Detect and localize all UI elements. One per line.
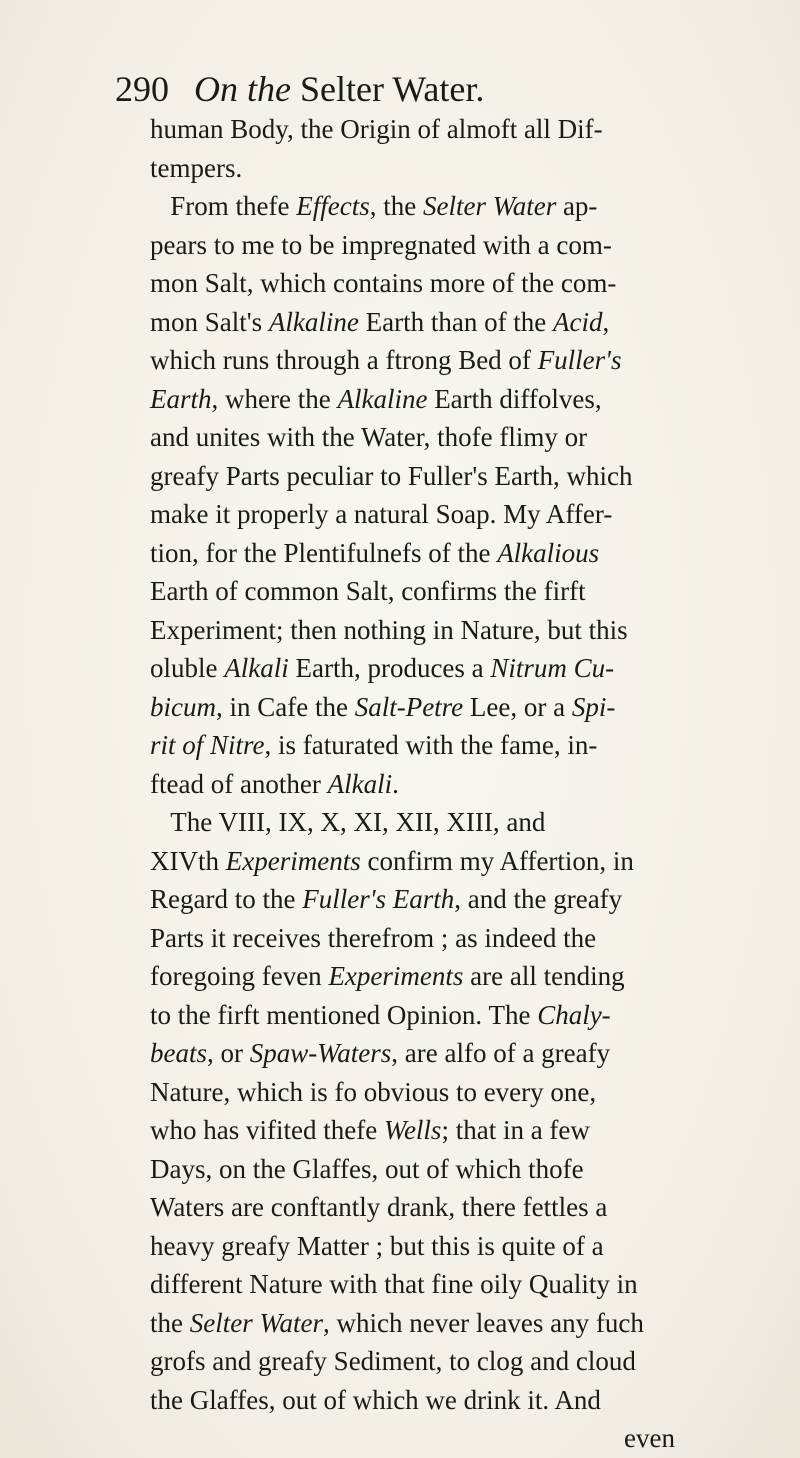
- text-fragment: From thefe: [150, 191, 297, 221]
- text-fragment: oluble: [150, 653, 225, 683]
- text-line: [150, 957, 675, 996]
- text-fragment: , are alfo of a greafy: [391, 1038, 611, 1068]
- italic-text: Fuller's Earth: [302, 884, 455, 914]
- text-fragment: heavy greafy Matter ; but this is quite of a: [150, 1230, 604, 1261]
- italic-text: beats: [150, 1038, 207, 1068]
- text-fragment: Earth than of the: [358, 306, 554, 337]
- italic-text: rit of Nitre: [150, 730, 265, 760]
- text-fragment: Earth diffolves,: [427, 383, 602, 414]
- italic-text: Spi-: [571, 691, 616, 722]
- text-line: [150, 187, 675, 226]
- text-fragment: who has vifited thefe: [150, 1115, 384, 1145]
- text-line: [150, 1150, 675, 1189]
- text-fragment: , and the greafy: [454, 884, 623, 914]
- text-fragment: grofs and greafy Sediment, to clog and cloud: [150, 1346, 636, 1376]
- italic-text: Selter Water: [189, 1307, 323, 1338]
- italic-text: Alkalious: [497, 537, 600, 568]
- text-line: [150, 534, 675, 573]
- text-fragment: , is faturated with the fame, in-: [264, 730, 598, 760]
- italic-text: Spaw-Waters: [249, 1038, 392, 1068]
- text-fragment: Lee, or a: [463, 691, 572, 722]
- italic-text: Fuller's: [537, 345, 622, 375]
- text-line: [150, 1111, 675, 1150]
- text-fragment: Waters are conftantly drank, there fettles a: [150, 1192, 608, 1222]
- text-fragment: Parts it receives therefrom ; as indeed the: [150, 922, 597, 953]
- italic-text: Selter Water: [422, 191, 557, 221]
- text-fragment: the: [150, 1307, 190, 1338]
- text-line: [150, 803, 675, 842]
- italic-text: Experiments: [328, 961, 464, 991]
- text-fragment: and unites with the Water, thofe flimy or: [150, 422, 588, 452]
- italic-text: Acid: [553, 306, 603, 337]
- text-line: [150, 1381, 675, 1420]
- text-fragment: pears to me to be impregnated with a com-: [150, 229, 612, 260]
- header-title-italic: On the: [194, 69, 291, 109]
- italic-text: Alkaline: [337, 383, 428, 414]
- text-fragment: foregoing feven: [150, 961, 329, 991]
- italic-text: bicum: [150, 691, 216, 722]
- text-fragment: human Body, the Origin of almoft all Dif-: [150, 114, 603, 144]
- text-fragment: Experiment; then nothing in Nature, but this: [150, 614, 628, 645]
- italic-text: Wells: [383, 1115, 442, 1145]
- text-line: [150, 649, 675, 688]
- body-text: [150, 110, 675, 1458]
- text-line: [150, 1304, 675, 1343]
- text-line: [150, 726, 675, 765]
- italic-text: Effects: [296, 191, 370, 221]
- text-line: [150, 1073, 675, 1112]
- text-line: [150, 380, 675, 419]
- running-header: [115, 64, 715, 114]
- text-fragment: are all tending: [463, 961, 625, 991]
- text-line: [150, 1265, 675, 1304]
- text-line: [150, 303, 675, 342]
- text-line: [150, 418, 675, 457]
- text-line: [150, 611, 675, 650]
- text-line: [150, 149, 675, 188]
- text-line: [150, 1034, 675, 1073]
- text-fragment: different Nature with that fine oily Quality in: [150, 1269, 638, 1299]
- page-number: 290: [115, 69, 169, 109]
- italic-text: Alkali: [327, 768, 393, 799]
- italic-text: Salt-Petre: [354, 691, 464, 722]
- text-line: [150, 1227, 675, 1266]
- text-fragment: Days, on the Glaffes, out of which thofe: [150, 1153, 584, 1184]
- text-fragment: Earth of common Salt, confirms the firft: [150, 576, 586, 606]
- text-line: [150, 341, 675, 380]
- text-fragment: , the: [369, 191, 423, 221]
- italic-text: Chaly-: [537, 999, 611, 1030]
- text-line: [150, 572, 675, 611]
- text-line: [150, 880, 675, 919]
- text-fragment: ; that in a few: [441, 1115, 590, 1145]
- text-fragment: , or: [207, 1038, 250, 1068]
- text-fragment: make it properly a natural Soap. My Affer-: [150, 499, 613, 529]
- text-fragment: ,: [602, 306, 610, 337]
- italic-text: Alkaline: [268, 306, 359, 337]
- text-line: [150, 765, 675, 804]
- text-fragment: XIVth: [150, 845, 226, 876]
- text-line: [150, 1188, 675, 1227]
- text-line: [150, 919, 675, 958]
- italic-text: Alkali: [224, 653, 289, 683]
- text-fragment: , which never leaves any fuch: [322, 1307, 644, 1338]
- italic-text: Earth: [150, 383, 212, 414]
- text-line: [150, 1342, 675, 1381]
- text-line: [150, 264, 675, 303]
- catchword: even: [624, 1423, 675, 1453]
- italic-text: Nitrum Cu-: [490, 653, 615, 683]
- text-fragment: ftead of another: [150, 768, 328, 799]
- text-fragment: which runs through a ftrong Bed of: [150, 345, 538, 375]
- text-line: [150, 495, 675, 534]
- text-fragment: The VIII, IX, X, XI, XII, XIII, and: [150, 807, 546, 837]
- italic-text: Experiments: [225, 845, 361, 876]
- text-fragment: tion, for the Plentifulnefs of the: [150, 537, 498, 568]
- header-title: Selter Water.: [299, 69, 485, 109]
- text-fragment: .: [392, 768, 399, 799]
- text-line: [150, 996, 675, 1035]
- text-line: [150, 457, 675, 496]
- text-fragment: mon Salt's: [150, 306, 269, 337]
- text-fragment: Earth, produces a: [288, 653, 491, 683]
- text-fragment: , where the: [211, 383, 338, 414]
- text-line: [150, 110, 675, 149]
- text-fragment: tempers.: [150, 152, 243, 183]
- text-fragment: greafy Parts peculiar to Fuller's Earth, which: [150, 460, 633, 491]
- text-fragment: confirm my Affertion, in: [360, 845, 634, 876]
- text-line: [150, 226, 675, 265]
- text-fragment: to the firft mentioned Opinion. The: [150, 999, 538, 1030]
- text-fragment: Nature, which is fo obvious to every one,: [150, 1076, 597, 1107]
- text-fragment: Regard to the: [150, 884, 303, 914]
- text-fragment: ap-: [556, 191, 598, 221]
- text-line: [150, 842, 675, 881]
- text-fragment: , in Cafe the: [215, 691, 355, 722]
- text-line: [150, 688, 675, 727]
- text-fragment: the Glaffes, out of which we drink it. And: [150, 1384, 601, 1415]
- text-fragment: mon Salt, which contains more of the com-: [150, 268, 617, 298]
